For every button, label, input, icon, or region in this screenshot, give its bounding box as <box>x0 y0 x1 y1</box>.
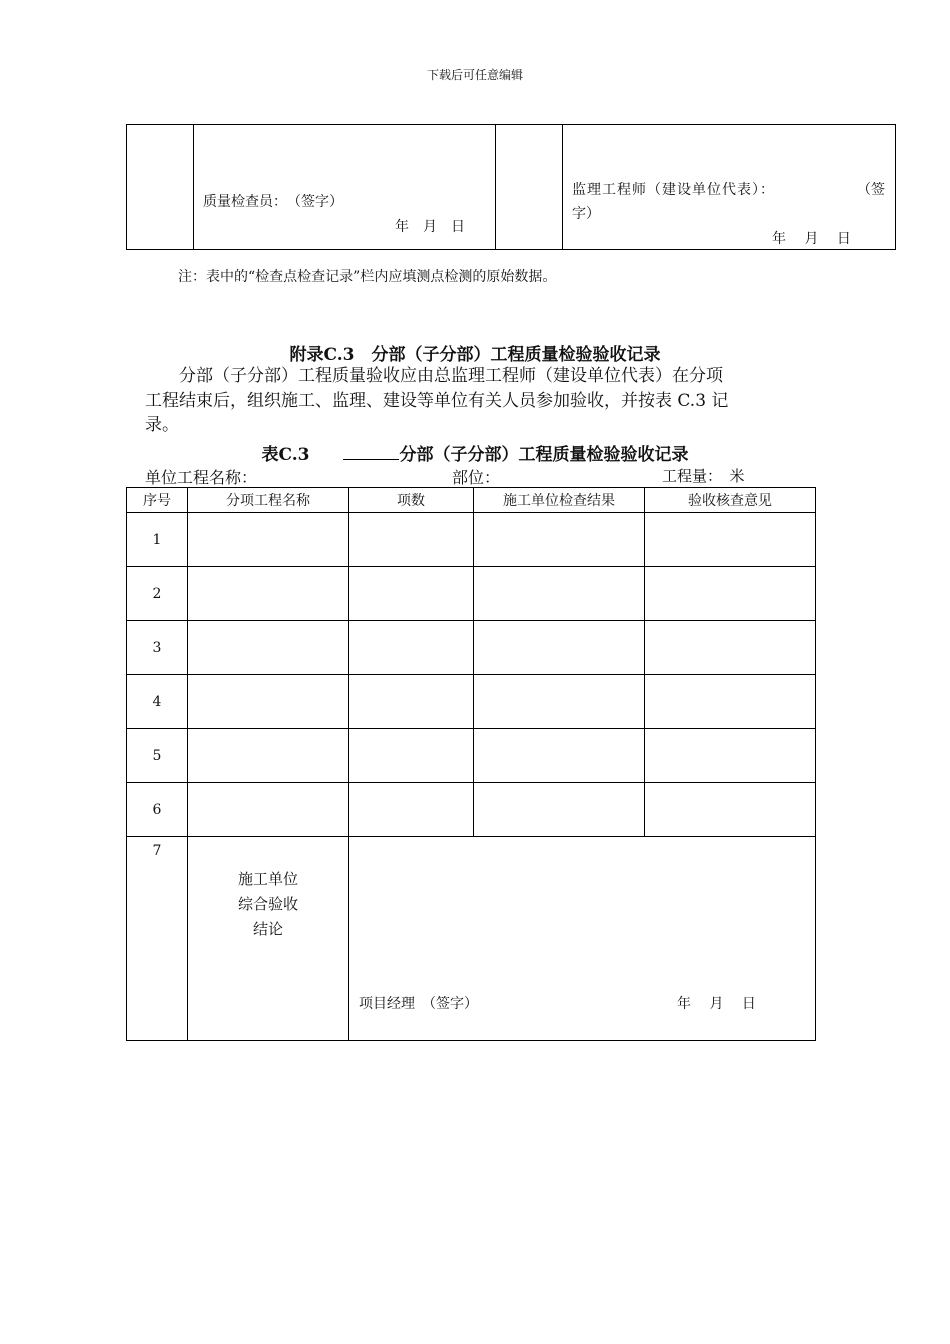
table-cell <box>474 729 645 783</box>
inspector-date: 年 月 日 <box>395 219 465 235</box>
table-cell <box>645 783 816 837</box>
table-cell <box>188 729 349 783</box>
column-header: 序号 <box>127 488 188 513</box>
paragraph-line: 录。 <box>145 415 179 435</box>
table-cell <box>188 567 349 621</box>
table-cell <box>474 783 645 837</box>
table-cell <box>645 513 816 567</box>
table-cell <box>188 675 349 729</box>
conclusion-label-line: 结论 <box>252 920 283 938</box>
table-note: 注：表中的“检查点检查记录”栏内应填测点检测的原始数据。 <box>178 269 557 285</box>
table-cell <box>188 513 349 567</box>
conclusion-row <box>127 837 816 1041</box>
title-blank-line <box>343 445 399 460</box>
table-cell <box>474 621 645 675</box>
supervisor-sign-end: 字） <box>572 206 600 222</box>
row-number: 3 <box>127 621 188 675</box>
table-header-row <box>127 488 816 513</box>
conclusion-label-cell <box>188 837 349 1041</box>
row-number: 7 <box>127 837 188 1041</box>
column-divider <box>562 125 563 249</box>
table-cell <box>645 567 816 621</box>
table-row <box>127 567 816 621</box>
supervisor-date: 年 月 日 <box>772 231 851 247</box>
location-label: 部位： <box>452 468 501 487</box>
unit-name-label: 单位工程名称： <box>145 468 258 487</box>
table-cell <box>188 783 349 837</box>
column-divider <box>193 125 194 249</box>
conclusion-label-line: 施工单位 <box>237 870 298 888</box>
row-number: 6 <box>127 783 188 837</box>
conclusion-label-line: 综合验收 <box>237 895 298 913</box>
row-number: 4 <box>127 675 188 729</box>
manager-date: 年 月 日 <box>677 996 756 1012</box>
row-number: 1 <box>127 513 188 567</box>
conclusion-cell <box>349 837 816 1041</box>
table-cell <box>645 729 816 783</box>
table-cell <box>474 513 645 567</box>
column-header: 施工单位检查结果 <box>474 488 645 513</box>
manager-signature: 项目经理 （签字） <box>359 996 478 1012</box>
table-cell <box>349 675 474 729</box>
paragraph-line: 分部（子分部）工程质量验收应由总监理工程师（建设单位代表）在分项 <box>145 366 723 386</box>
row-number: 2 <box>127 567 188 621</box>
column-divider <box>495 125 496 249</box>
column-header: 分项工程名称 <box>188 488 349 513</box>
table-title: 表C.3 分部（子分部）工程质量检验验收记录 <box>261 445 689 465</box>
supervisor-sign-start: （签 <box>857 182 885 198</box>
table-cell <box>645 621 816 675</box>
paragraph-line: 工程结束后，组织施工、监理、建设等单位有关人员参加验收，并按表 C.3 记 <box>145 391 729 411</box>
table-cell <box>474 567 645 621</box>
table-cell <box>349 621 474 675</box>
table-row <box>127 729 816 783</box>
supervisor-label: 监理工程师（建设单位代表）： <box>572 182 775 198</box>
acceptance-table <box>126 487 816 1041</box>
table-cell <box>349 783 474 837</box>
table-row <box>127 513 816 567</box>
appendix-title: 附录C.3 分部（子分部）工程质量检验验收记录 <box>289 345 661 365</box>
table-cell <box>349 513 474 567</box>
row-number: 5 <box>127 729 188 783</box>
quantity-label: 工程量： 米 <box>662 467 745 485</box>
column-header: 项数 <box>349 488 474 513</box>
inspector-label: 质量检查员： （签字） <box>203 194 343 210</box>
table-row <box>127 621 816 675</box>
header-note: 下载后可任意编辑 <box>426 68 523 82</box>
signature-table <box>126 124 896 250</box>
table-cell <box>474 675 645 729</box>
table-cell <box>188 621 349 675</box>
table-row <box>127 675 816 729</box>
table-row <box>127 783 816 837</box>
table-cell <box>645 675 816 729</box>
column-header: 验收核查意见 <box>645 488 816 513</box>
table-cell <box>349 729 474 783</box>
table-cell <box>349 567 474 621</box>
